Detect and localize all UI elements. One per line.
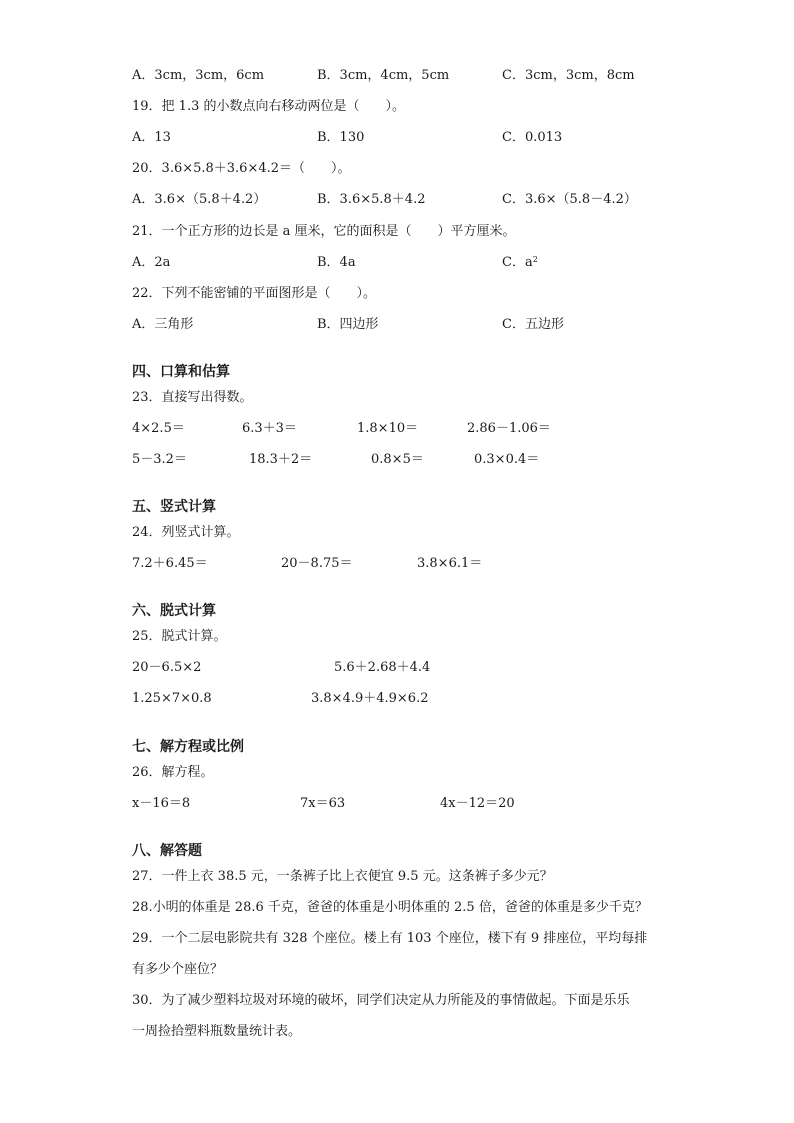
q25-item: 20－6.5×2: [132, 660, 202, 675]
q19-stem: 19．把 1.3 的小数点向右移动两位是（ ）。: [132, 99, 405, 114]
q22-option-c: C．五边形: [502, 317, 564, 332]
q26-item: x－16＝8: [132, 796, 191, 811]
q19-option-c: C．0.013: [502, 130, 563, 145]
q21-option-b: B．4a: [317, 255, 356, 270]
q23-stem: 23．直接写出得数。: [132, 390, 253, 405]
q21-option-c-base: C．a: [502, 255, 533, 270]
q20-option-a: A．3.6×（5.8＋4.2）: [132, 192, 267, 207]
q21-option-a: A．2a: [132, 255, 171, 270]
q25-item: 3.8×4.9＋4.9×6.2: [311, 691, 429, 706]
q21-option-c: [502, 254, 538, 272]
q24-item: 7.2＋6.45＝: [132, 556, 208, 571]
q24-stem: 24．列竖式计算。: [132, 525, 240, 540]
section-7-heading: 七、解方程或比例: [132, 739, 244, 755]
q20-option-c: C．3.6×（5.8－4.2）: [502, 192, 637, 207]
q25-stem: 25．脱式计算。: [132, 629, 227, 644]
q23-item: 18.3＋2＝: [249, 452, 313, 467]
section-5-heading: 五、竖式计算: [132, 499, 216, 515]
q30-text-line1: 30．为了减少塑料垃圾对环境的破坏，同学们决定从力所能及的事情做起。下面是乐乐: [132, 993, 630, 1008]
q19-option-b: B．130: [317, 130, 365, 145]
q18-option-b: B．3cm，4cm，5cm: [317, 68, 450, 83]
q19-option-a: A．13: [132, 130, 171, 145]
q23-item: 0.3×0.4＝: [474, 452, 540, 467]
q28-text: 28.小明的体重是 28.6 千克，爸爸的体重是小明体重的 2.5 倍，爸爸的体重是多少千克？: [132, 900, 648, 915]
q22-option-a: A．三角形: [132, 317, 194, 332]
q20-option-b: B．3.6×5.8＋4.2: [317, 192, 426, 207]
q29-text-line2: 有多少个座位？: [132, 962, 224, 977]
section-6-heading: 六、脱式计算: [132, 603, 216, 619]
q26-stem: 26．解方程。: [132, 765, 214, 780]
q20-stem: 20．3.6×5.8＋3.6×4.2＝（ ）。: [132, 161, 351, 176]
q29-text-line1: 29．一个二层电影院共有 328 个座位。楼上有 103 个座位，楼下有 9 排座位，平均每排: [132, 931, 648, 946]
section-4-heading: 四、口算和估算: [132, 364, 230, 380]
q27-text: 27．一件上衣 38.5 元，一条裤子比上衣便宜 9.5 元。这条裤子多少元？: [132, 869, 553, 884]
q23-item: 1.8×10＝: [357, 421, 419, 436]
section-8-heading: 八、解答题: [132, 843, 202, 859]
q23-item: 2.86－1.06＝: [467, 421, 551, 436]
q23-item: 4×2.5＝: [132, 421, 185, 436]
q23-item: 0.8×5＝: [371, 452, 424, 467]
q26-item: 7x＝63: [300, 796, 346, 811]
q24-item: 20－8.75＝: [281, 556, 353, 571]
q24-item: 3.8×6.1＝: [417, 556, 483, 571]
q22-stem: 22．下列不能密铺的平面图形是（ ）。: [132, 286, 377, 301]
q26-item: 4x－12＝20: [440, 796, 515, 811]
q25-item: 1.25×7×0.8: [132, 691, 212, 706]
q23-item: 6.3＋3＝: [242, 421, 297, 436]
q18-option-c: C．3cm，3cm，8cm: [502, 68, 635, 83]
q23-item: 5－3.2＝: [132, 452, 187, 467]
q25-item: 5.6＋2.68＋4.4: [334, 660, 431, 675]
q21-option-c-exponent: 2: [532, 255, 538, 264]
q21-stem: 21．一个正方形的边长是 a 厘米，它的面积是（ ）平方厘米。: [132, 224, 516, 239]
q18-option-a: A．3cm，3cm，6cm: [132, 68, 265, 83]
q22-option-b: B．四边形: [317, 317, 379, 332]
q30-text-line2: 一周捡拾塑料瓶数量统计表。: [132, 1024, 302, 1039]
